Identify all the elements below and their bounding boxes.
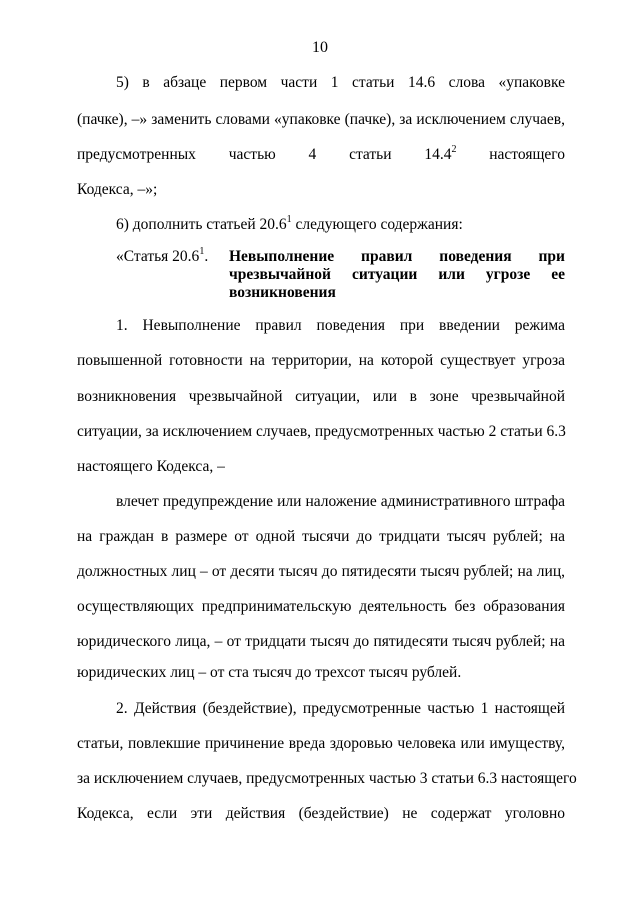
p2-line2: на граждан в размере от одной тысячи до тридцати тысяч рублей; на bbox=[77, 528, 565, 545]
p1-line1: 1. Невыполнение правил поведения при введении режима bbox=[116, 317, 565, 334]
p1-line4: ситуации, за исключением случаев, предусмотренных частью 2 статьи 6.3 bbox=[77, 423, 566, 440]
p3-line4: Кодекса, если эти действия (бездействие) не содержат уголовно bbox=[77, 805, 565, 822]
p3-line2: статьи, повлекшие причинение вреда здоровью человека или имуществу, bbox=[77, 735, 565, 752]
item5-line3-sup: 2 bbox=[451, 143, 457, 155]
p3-line1: 2. Действия (бездействие), предусмотренные частью 1 настоящей bbox=[116, 700, 565, 717]
article-label-text: «Статья 20.6 bbox=[116, 248, 200, 265]
item6-sup: 1 bbox=[286, 213, 292, 225]
article-label bbox=[116, 246, 208, 268]
article-title-line3: возникновения bbox=[229, 284, 336, 301]
item5-line2: (пачке), –» заменить словами «упаковке (пачке), за исключением случаев, bbox=[77, 111, 565, 128]
article-title-line2: чрезвычайной ситуации или угрозе ее bbox=[229, 266, 565, 283]
p2-line5: юридического лица, – от тридцати тысяч до пятидесяти тысяч рублей; на bbox=[77, 633, 565, 650]
article-title-line1: Невыполнение правил поведения при bbox=[229, 248, 565, 265]
p2-line1: влечет предупреждение или наложение административного штрафа bbox=[116, 493, 565, 510]
p2-line3: должностных лиц – от десяти тысяч до пятидесяти тысяч рублей; на лиц, bbox=[77, 563, 565, 580]
item5-line3-tail: настоящего bbox=[456, 146, 565, 163]
item6-text: 6) дополнить статьей 20.6 bbox=[116, 216, 287, 233]
p2-line6: юридических лиц – от ста тысяч до трехсот тысяч рублей. bbox=[77, 664, 462, 681]
p1-line2: повышенной готовности на территории, на которой существует угроза bbox=[77, 352, 565, 369]
item6-line bbox=[116, 214, 565, 236]
item5-line4: Кодекса, –»; bbox=[77, 181, 158, 198]
item6-tail: следующего содержания: bbox=[291, 216, 463, 233]
article-label-dot: . bbox=[204, 248, 209, 265]
item5-line3-text: предусмотренных частью 4 статьи 14.4 bbox=[77, 146, 452, 163]
p1-line5: настоящего Кодекса, – bbox=[77, 458, 225, 475]
page-number: 10 bbox=[312, 39, 328, 56]
item5-line1: 5) в абзаце первом части 1 статьи 14.6 слова «упаковке bbox=[116, 74, 565, 91]
p1-line3: возникновения чрезвычайной ситуации, или в зоне чрезвычайной bbox=[77, 388, 565, 405]
p2-line4: осуществляющих предпринимательскую деятельность без образования bbox=[77, 598, 565, 615]
p3-line3: за исключением случаев, предусмотренных частью 3 статьи 6.3 настоящего bbox=[77, 770, 577, 787]
article-label-sup: 1 bbox=[199, 245, 205, 257]
item5-line3 bbox=[77, 144, 565, 166]
